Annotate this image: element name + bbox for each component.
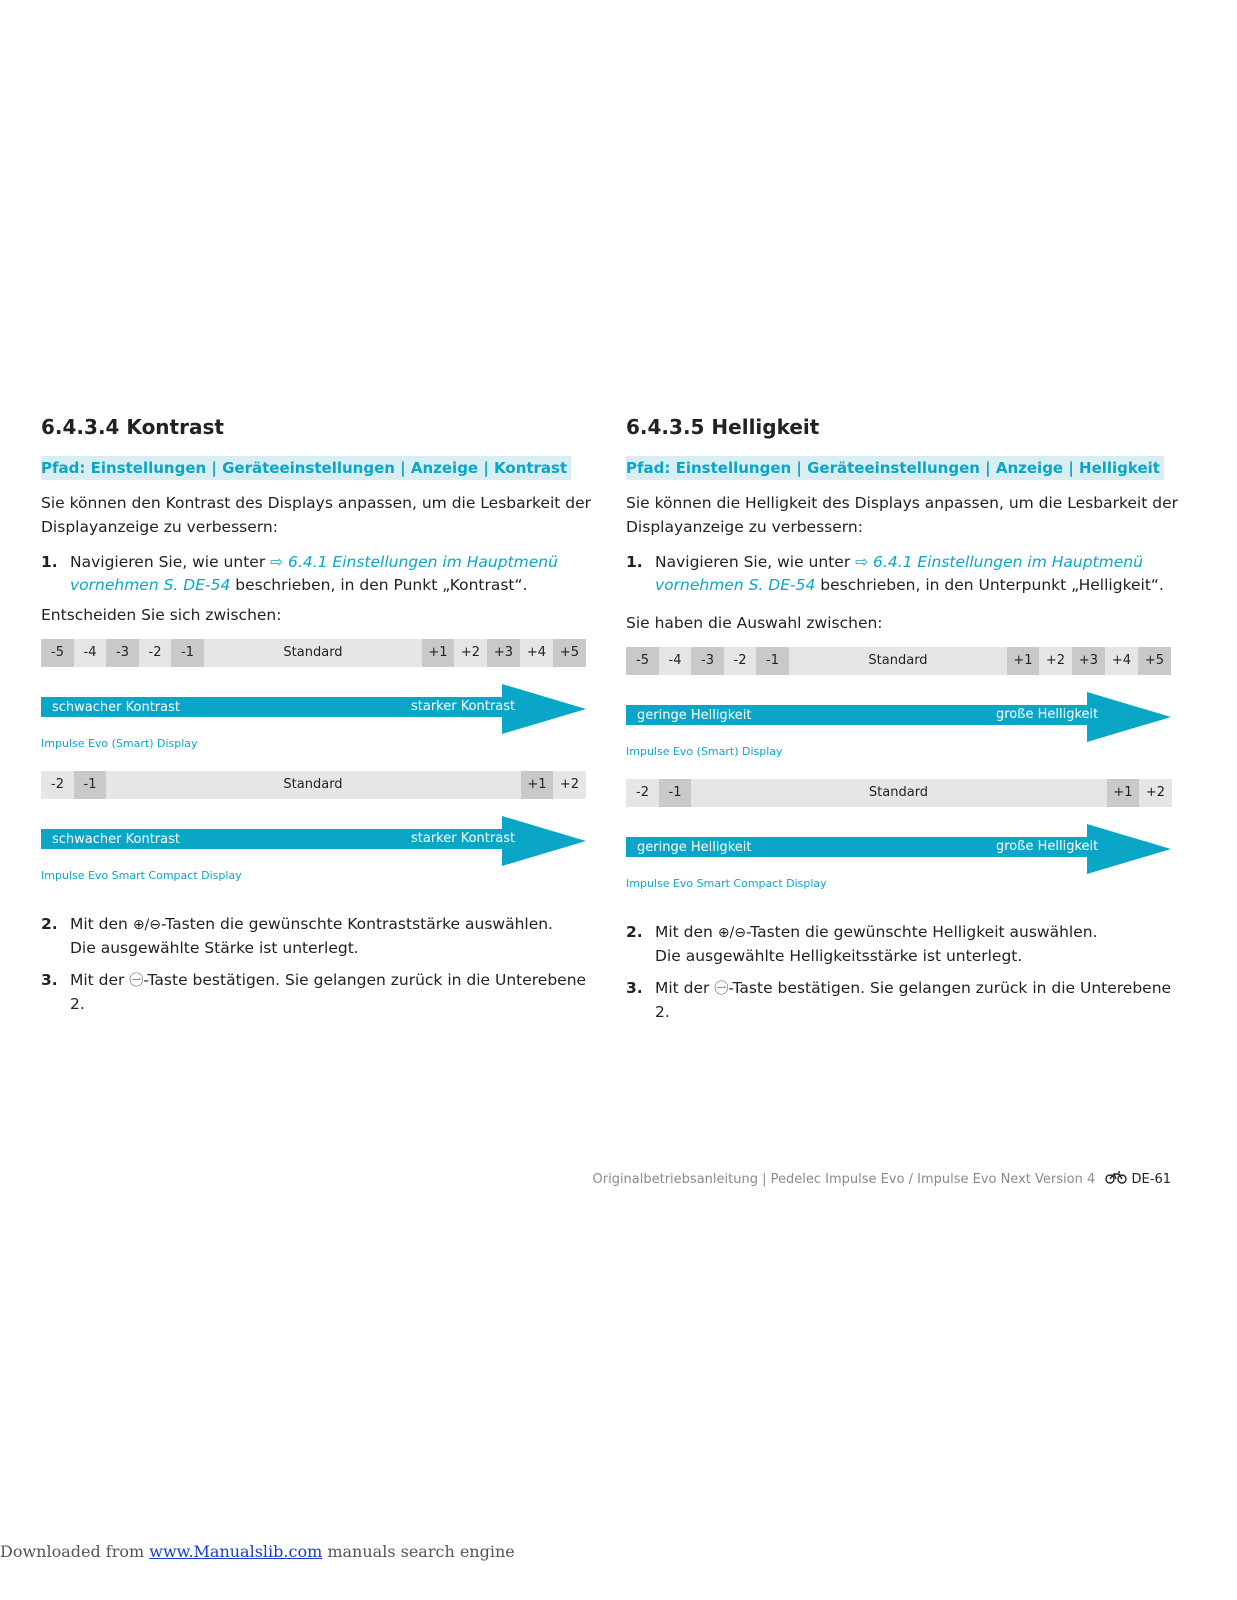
choice-intro: Sie haben die Auswahl zwischen: xyxy=(626,614,883,632)
scale-5-steps xyxy=(626,779,1172,807)
download-suffix: manuals search engine xyxy=(322,1542,515,1561)
scale-11-steps xyxy=(626,647,1171,675)
manualslib-link[interactable]: www.Manualslib.com xyxy=(149,1542,323,1561)
step-3 xyxy=(626,977,1186,1024)
scale-standard: Standard xyxy=(868,785,929,800)
step-text: Die ausgewählte Stärke ist unterlegt. xyxy=(70,939,359,957)
scale-value: -2 xyxy=(636,785,649,800)
display-caption: Impulse Evo Smart Compact Display xyxy=(626,877,827,890)
scale-value: -3 xyxy=(691,647,724,675)
scale-standard: Standard xyxy=(283,777,343,792)
scale-value: -4 xyxy=(83,645,97,660)
display-caption: Impulse Evo (Smart) Display xyxy=(41,737,198,750)
arrow-label-low: schwacher Kontrast xyxy=(52,832,180,847)
scale-value: +1 xyxy=(1007,647,1039,675)
intro-text: Sie können den Kontrast des Displays anpassen, um die Lesbarkeit der Displayanzeige zu verbessern: xyxy=(41,494,592,536)
step-number: 2. xyxy=(41,915,58,933)
step-number: 1. xyxy=(41,553,58,571)
scale-value: +2 xyxy=(460,645,481,660)
step-number: 1. xyxy=(626,553,643,571)
step-2 xyxy=(626,921,1186,968)
arrow-label-low: schwacher Kontrast xyxy=(52,700,180,715)
scale-value: -5 xyxy=(626,647,659,675)
direction-arrow xyxy=(41,816,601,866)
section-kontrast xyxy=(41,410,601,1016)
step-number: 2. xyxy=(626,923,643,941)
footer-text: Originalbetriebsanleitung | Pedelec Impulse Evo / Impulse Evo Next Version 4 xyxy=(592,1172,1096,1187)
scale-value: -1 xyxy=(171,639,204,667)
section-heading: 6.4.3.5 Helligkeit xyxy=(626,415,820,439)
cross-reference-link[interactable]: ⇨ 6.4.1 Einstellungen im Hauptmenü vornehmen S. DE-54 xyxy=(70,553,558,594)
step-number: 3. xyxy=(626,979,643,997)
scale-value: -4 xyxy=(668,653,682,668)
set-key-icon: ㊀ xyxy=(714,981,729,997)
download-notice xyxy=(0,1542,515,1561)
set-key-icon: ㊀ xyxy=(129,973,144,989)
scale-11-steps xyxy=(41,639,586,667)
page-number: DE-61 xyxy=(1131,1172,1171,1187)
scale-value: -1 xyxy=(756,647,789,675)
scale-value: +2 xyxy=(559,777,580,792)
scale-value: +5 xyxy=(553,639,586,667)
step-text: Mit der xyxy=(70,971,130,989)
bicycle-icon xyxy=(1099,1172,1131,1187)
step-2 xyxy=(41,913,601,960)
page-footer xyxy=(593,1171,1172,1187)
arrow-label-high: große Helligkeit xyxy=(996,839,1099,854)
scale-5-steps xyxy=(41,771,586,799)
scale-value: -2 xyxy=(51,777,64,792)
step-text: Die ausgewählte Helligkeitsstärke ist unterlegt. xyxy=(655,947,1023,965)
path-breadcrumb: Pfad: Einstellungen | Geräteeinstellungen | Anzeige | Helligkeit xyxy=(626,456,1164,480)
intro-text: Sie können die Helligkeit des Displays anpassen, um die Lesbarkeit der Displayanzeige zu verbessern: xyxy=(626,494,1178,536)
scale-value: +4 xyxy=(526,645,547,660)
scale-value: +5 xyxy=(1138,647,1171,675)
step-text: beschrieben, in den Unterpunkt „Helligkeit“. xyxy=(815,576,1164,594)
step-text: -Taste bestätigen. Sie gelangen zurück in die Unterebene 2. xyxy=(655,979,1172,1021)
steps-lower xyxy=(626,921,1186,1024)
display-caption: Impulse Evo Smart Compact Display xyxy=(41,869,242,882)
step-text: -Taste bestätigen. Sie gelangen zurück in die Unterebene 2. xyxy=(70,971,587,1013)
arrow-label-high: große Helligkeit xyxy=(996,707,1099,722)
step-text: -Tasten die gewünschte Kontraststärke auswählen. xyxy=(161,915,553,933)
arrow-label-high: starker Kontrast xyxy=(411,831,516,846)
scale-value: -1 xyxy=(74,771,106,799)
choice-intro: Entscheiden Sie sich zwischen: xyxy=(41,606,282,624)
arrow-label-low: geringe Helligkeit xyxy=(637,840,752,855)
step-text: Mit der xyxy=(655,979,715,997)
download-prefix: Downloaded from xyxy=(0,1542,150,1561)
steps-lower xyxy=(41,913,601,1016)
scale-value: +1 xyxy=(1107,779,1139,807)
path-breadcrumb: Pfad: Einstellungen | Geräteeinstellungen | Anzeige | Kontrast xyxy=(41,456,571,480)
step-text: Navigieren Sie, wie unter xyxy=(70,553,271,571)
scale-value: +1 xyxy=(521,771,553,799)
plus-minus-key-icon: ⊕/⊖ xyxy=(717,925,746,941)
scale-value: +3 xyxy=(487,639,520,667)
scale-value: -3 xyxy=(106,639,139,667)
step-1 xyxy=(626,551,1186,597)
scale-value: +3 xyxy=(1072,647,1105,675)
scale-value: -1 xyxy=(659,779,691,807)
plus-minus-key-icon: ⊕/⊖ xyxy=(132,917,161,933)
step-text: Navigieren Sie, wie unter xyxy=(655,553,856,571)
arrow-label-low: geringe Helligkeit xyxy=(637,708,752,723)
direction-arrow xyxy=(626,692,1186,742)
section-helligkeit xyxy=(626,410,1186,1024)
arrow-label-high: starker Kontrast xyxy=(411,699,516,714)
step-text: beschrieben, in den Punkt „Kontrast“. xyxy=(230,576,528,594)
step-text: Mit den xyxy=(655,923,718,941)
direction-arrow xyxy=(626,824,1186,874)
scale-value: -5 xyxy=(41,639,74,667)
cross-reference-link[interactable]: ⇨ 6.4.1 Einstellungen im Hauptmenü vornehmen S. DE-54 xyxy=(655,553,1143,594)
display-caption: Impulse Evo (Smart) Display xyxy=(626,745,783,758)
scale-standard: Standard xyxy=(868,653,928,668)
step-text: Mit den xyxy=(70,915,133,933)
scale-value: +4 xyxy=(1111,653,1132,668)
step-text: -Tasten die gewünschte Helligkeit auswählen. xyxy=(746,923,1098,941)
step-number: 3. xyxy=(41,971,58,989)
step-1 xyxy=(41,551,601,597)
section-heading: 6.4.3.4 Kontrast xyxy=(41,415,224,439)
direction-arrow xyxy=(41,684,601,734)
scale-value: -2 xyxy=(733,653,747,668)
scale-value: +1 xyxy=(422,639,454,667)
scale-standard: Standard xyxy=(283,645,343,660)
scale-value: +2 xyxy=(1045,653,1066,668)
scale-value: +2 xyxy=(1145,785,1166,800)
scale-value: -2 xyxy=(148,645,162,660)
step-3 xyxy=(41,969,601,1016)
